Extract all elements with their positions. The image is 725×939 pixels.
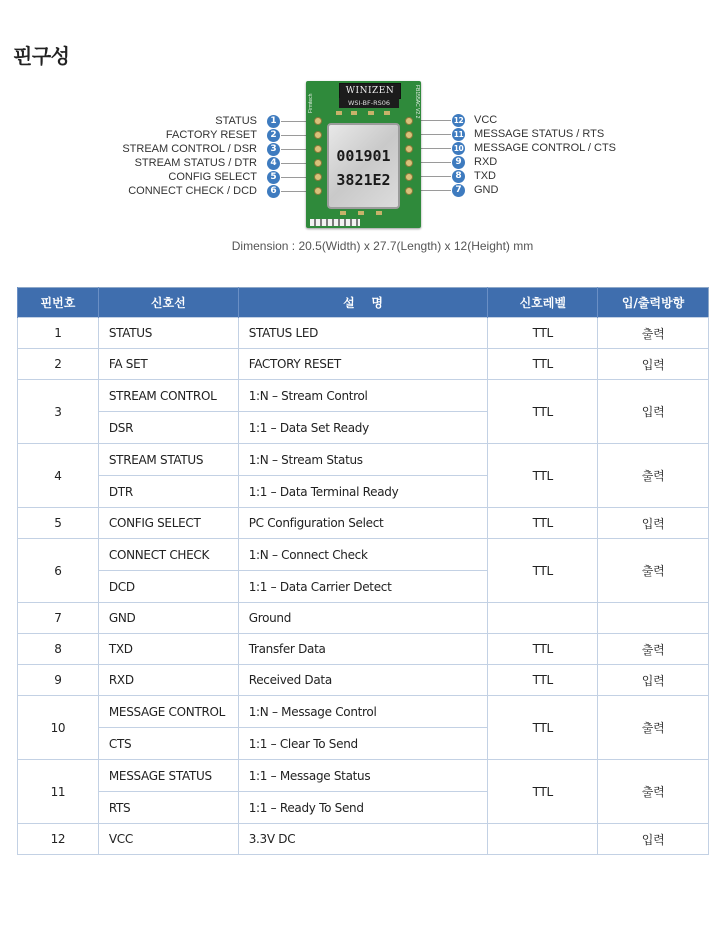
cell-pin-number: 7 [18,603,99,634]
pin-label-left: STREAM CONTROL / DSR [122,143,257,155]
cell-pin-number: 10 [18,696,99,760]
rf-shield [327,123,400,209]
cell-signal: DSR [98,412,238,444]
pin-pad [314,131,322,139]
cell-signal-level: TTL [488,665,598,696]
pin-pad [405,145,413,153]
cell-description: 1:1 – Data Carrier Detect [238,571,488,603]
pin-pad [405,159,413,167]
cell-signal: VCC [98,824,238,855]
cell-description: Transfer Data [238,634,488,665]
cell-signal: CTS [98,728,238,760]
cell-signal: CONNECT CHECK [98,539,238,571]
cell-io-direction: 출력 [598,539,709,603]
cell-description: 1:1 – Data Set Ready [238,412,488,444]
cell-io-direction: 입력 [598,380,709,444]
module-photo [306,81,421,228]
pin-number-badge: 8 [452,170,465,183]
cell-signal: DTR [98,476,238,508]
cell-signal: STATUS [98,318,238,349]
cell-signal: FA SET [98,349,238,380]
module-side-label: FB155AC V2.2 [414,85,420,119]
cell-description: 1:1 – Clear To Send [238,728,488,760]
table-row [18,665,709,696]
module-model-label: WSI-BF-RS06 [339,98,399,108]
cell-signal: DCD [98,571,238,603]
cell-signal: STREAM CONTROL [98,380,238,412]
pin-label-right: RXD [474,156,498,168]
cell-signal-level: TTL [488,318,598,349]
pin-label-right: GND [474,184,499,196]
cell-pin-number: 1 [18,318,99,349]
cell-io-direction: 출력 [598,318,709,349]
pin-number-badge: 12 [453,116,464,125]
cell-io-direction: 출력 [598,696,709,760]
pin-label-left: STREAM STATUS / DTR [134,157,257,169]
pin-number-badge: 11 [453,130,464,139]
cell-description: Received Data [238,665,488,696]
pin-label-right: VCC [474,114,498,126]
header-signal-level: 신호레벨 [488,288,598,318]
pin-label-left: STATUS [215,115,257,127]
cell-signal: GND [98,603,238,634]
header-io-direction: 입/출력방향 [598,288,709,318]
cell-signal: CONFIG SELECT [98,508,238,539]
pin-pad [405,187,413,195]
pin-label-right: MESSAGE STATUS / RTS [474,128,605,140]
cell-pin-number: 8 [18,634,99,665]
pin-pad [314,187,322,195]
pin-pad [314,159,322,167]
table-row [18,760,709,792]
cell-description: FACTORY RESET [238,349,488,380]
cell-io-direction [598,603,709,634]
pin-number-badge: 5 [267,171,280,184]
pin-pad [314,173,322,181]
module-brand-label: Firmtech [308,93,314,113]
pin-number-badge: 4 [267,157,280,170]
pin-pad [314,145,322,153]
cell-description: 1:1 – Message Status [238,760,488,792]
cell-pin-number: 12 [18,824,99,855]
chip-line-2: 3821E2 [336,171,391,189]
cell-pin-number: 3 [18,380,99,444]
cell-description: 1:N – Stream Control [238,380,488,412]
cell-io-direction: 입력 [598,665,709,696]
table-row [18,318,709,349]
pin-label-right: MESSAGE CONTROL / CTS [474,142,617,154]
pin-pad [405,131,413,139]
pin-number-badge: 6 [267,185,280,198]
cell-signal: MESSAGE STATUS [98,760,238,792]
pin-pad [314,117,322,125]
pin-number-badge: 10 [453,144,464,153]
table-row [18,634,709,665]
cell-description: PC Configuration Select [238,508,488,539]
header-description: 설 명 [238,288,488,318]
table-row [18,380,709,412]
cell-signal: STREAM STATUS [98,444,238,476]
page-title: 핀구성 [13,44,70,68]
pin-pad [405,117,413,125]
cell-pin-number: 2 [18,349,99,380]
cell-description: 1:1 – Data Terminal Ready [238,476,488,508]
cell-pin-number: 5 [18,508,99,539]
table-row [18,696,709,728]
cell-pin-number: 9 [18,665,99,696]
cell-io-direction: 출력 [598,760,709,824]
cell-signal-level: TTL [488,380,598,444]
chip-line-1: 001901 [336,147,391,165]
cell-signal: RXD [98,665,238,696]
cell-io-direction: 입력 [598,824,709,855]
table-row [18,603,709,634]
cell-description: 1:N – Message Control [238,696,488,728]
cell-pin-number: 4 [18,444,99,508]
pin-pad [405,173,413,181]
cell-signal-level: TTL [488,508,598,539]
cell-pin-number: 11 [18,760,99,824]
pin-label-left: FACTORY RESET [165,129,257,141]
cell-io-direction: 출력 [598,634,709,665]
cell-io-direction: 입력 [598,508,709,539]
cell-pin-number: 6 [18,539,99,603]
pin-number-badge: 3 [267,143,280,156]
cell-description: 1:1 – Ready To Send [238,792,488,824]
header-signal: 신호선 [98,288,238,318]
table-row [18,444,709,476]
cell-signal-level: TTL [488,444,598,508]
cell-signal: MESSAGE CONTROL [98,696,238,728]
table-header-row [18,288,709,318]
dimension-text: Dimension : 20.5(Width) x 27.7(Length) x 12(Height) mm [231,239,534,253]
pin-diagram [0,78,725,263]
cell-signal-level: TTL [488,634,598,665]
table-row [18,508,709,539]
table-row [18,539,709,571]
cell-description: Ground [238,603,488,634]
cell-signal-level: TTL [488,696,598,760]
pin-label-right: TXD [474,170,496,182]
module-header-label: WINIZEN [339,83,401,99]
pin-number-badge: 7 [452,184,465,197]
cell-signal-level: TTL [488,760,598,824]
pin-label-left: CONFIG SELECT [168,171,257,183]
cell-io-direction: 입력 [598,349,709,380]
table-row [18,349,709,380]
cell-signal-level: TTL [488,349,598,380]
cell-signal: TXD [98,634,238,665]
pin-spec-table [17,287,709,855]
pin-label-left: CONNECT CHECK / DCD [128,185,257,197]
cell-description: 3.3V DC [238,824,488,855]
header-pins [310,219,360,226]
header-pin-number: 핀번호 [18,288,99,318]
cell-description: 1:N – Connect Check [238,539,488,571]
cell-signal-level: TTL [488,539,598,603]
cell-signal-level [488,824,598,855]
cell-description: STATUS LED [238,318,488,349]
cell-description: 1:N – Stream Status [238,444,488,476]
cell-signal: RTS [98,792,238,824]
cell-signal-level [488,603,598,634]
pin-number-badge: 1 [267,115,280,128]
pin-number-badge: 9 [452,156,465,169]
cell-io-direction: 출력 [598,444,709,508]
pin-number-badge: 2 [267,129,280,142]
table-row [18,824,709,855]
